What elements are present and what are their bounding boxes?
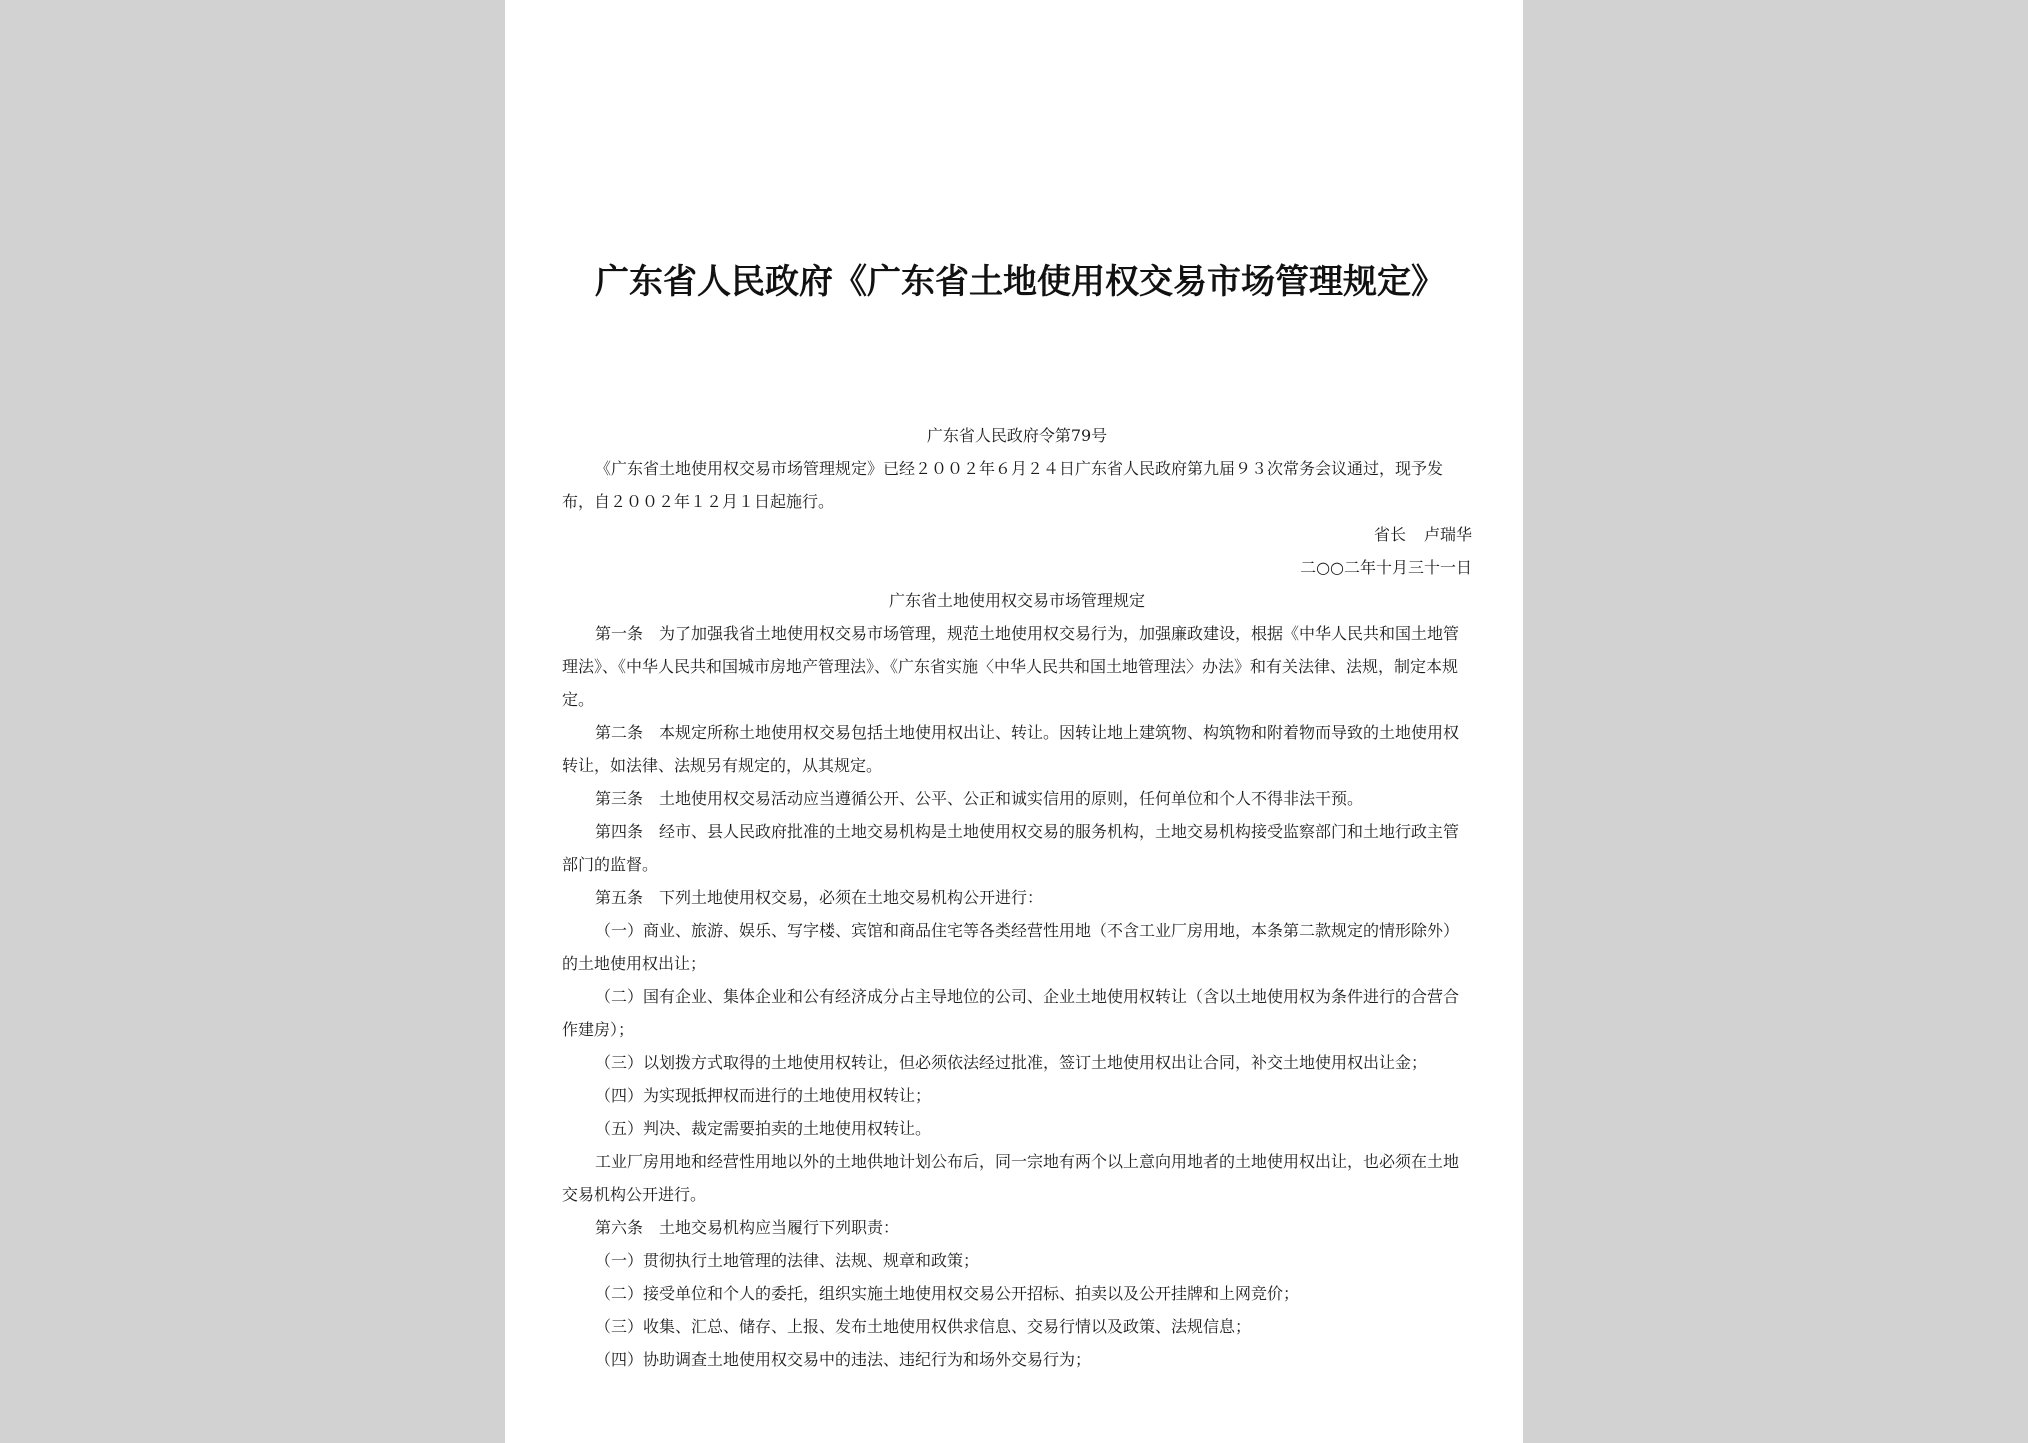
clause-item: （三）收集、汇总、储存、上报、发布土地使用权供求信息、交易行情以及政策、法规信息； (595, 1317, 1252, 1336)
document-body (562, 419, 1472, 1376)
article-paragraph: 工业厂房用地和经营性用地以外的土地供地计划公布后，同一宗地有两个以上意向用地者的土地使用权出让，也必须在土地交易机构公开进行。 (562, 1152, 1460, 1204)
order-number: 广东省人民政府令第79号 (926, 426, 1108, 445)
article-paragraph: 第四条 经市、县人民政府批准的土地交易机构是土地使用权交易的服务机构，土地交易机构接受监察部门和土地行政主管部门的监督。 (562, 822, 1460, 874)
signer-line (562, 518, 1472, 551)
article-paragraph: 第一条 为了加强我省土地使用权交易市场管理，规范土地使用权交易行为，加强廉政建设，根据《中华人民共和国土地管理法》、《中华人民共和国城市房地产管理法》、《广东省实施〈中华人民共和国土地管理法〉办法》和有关法律、法规，制定本规定。 (562, 624, 1460, 709)
clause-item: （四）协助调查土地使用权交易中的违法、违纪行为和场外交易行为； (595, 1350, 1092, 1369)
document-title: 广东省人民政府《广东省土地使用权交易市场管理规定》 (595, 262, 1445, 302)
intro-paragraph: 《广东省土地使用权交易市场管理规定》已经２００２年６月２４日广东省人民政府第九届９３次常务会议通过，现予发布，自２００２年１２月１日起施行。 (562, 459, 1444, 511)
signer-title: 省长 (1373, 525, 1406, 544)
signer-name: 卢瑞华 (1423, 525, 1472, 544)
regulation-title: 广东省土地使用权交易市场管理规定 (888, 591, 1145, 610)
clause-item: （三）以划拨方式取得的土地使用权转让，但必须依法经过批准，签订土地使用权出让合同，补交土地使用权出让金； (595, 1053, 1428, 1072)
clause-item: （五）判决、裁定需要拍卖的土地使用权转让。 (595, 1119, 932, 1138)
clause-item: （二）接受单位和个人的委托，组织实施土地使用权交易公开招标、拍卖以及公开挂牌和上网竞价； (595, 1284, 1300, 1303)
document-page (505, 0, 1523, 1443)
clause-item: （一）商业、旅游、娱乐、写字楼、宾馆和商品住宅等各类经营性用地（不含工业厂房用地，本条第二款规定的情形除外）的土地使用权出让； (562, 921, 1460, 973)
article-paragraph: 第二条 本规定所称土地使用权交易包括土地使用权出让、转让。因转让地上建筑物、构筑物和附着物而导致的土地使用权转让，如法律、法规另有规定的，从其规定。 (562, 723, 1460, 775)
article-paragraph: 第三条 土地使用权交易活动应当遵循公开、公平、公正和诚实信用的原则，任何单位和个人不得非法干预。 (595, 789, 1364, 808)
article-paragraph: 第六条 土地交易机构应当履行下列职责： (595, 1218, 900, 1237)
sign-date: 二○○二年十月三十一日 (1300, 558, 1472, 577)
clause-item: （四）为实现抵押权而进行的土地使用权转让； (595, 1086, 932, 1105)
clause-item: （二）国有企业、集体企业和公有经济成分占主导地位的公司、企业土地使用权转让（含以土地使用权为条件进行的合营合作建房）； (562, 987, 1460, 1039)
article-paragraph: 第五条 下列土地使用权交易，必须在土地交易机构公开进行： (595, 888, 1044, 907)
clause-item: （一）贯彻执行土地管理的法律、法规、规章和政策； (595, 1251, 980, 1270)
